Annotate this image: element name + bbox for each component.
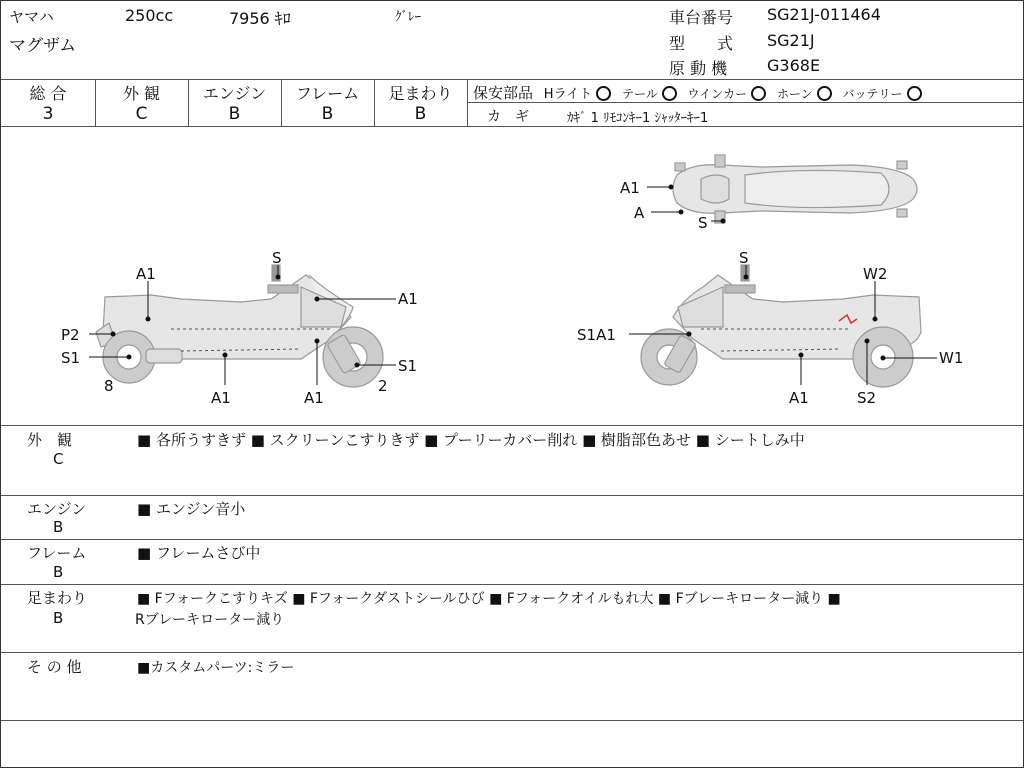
engine-label: 原 動 機	[669, 59, 728, 78]
grade-exterior-label: 外 観	[122, 84, 161, 103]
displacement: 250cc	[125, 6, 174, 25]
check-circle-icon	[596, 86, 611, 101]
section-frame-grade: B	[53, 563, 64, 581]
grade-overall-label: 総 合	[29, 84, 67, 103]
model-name: マグザム	[9, 36, 77, 56]
scooter-right-view	[641, 265, 921, 387]
label-a1-bottom-1: A1	[211, 389, 231, 407]
label-s1a1: S1A1	[577, 326, 616, 344]
type-label: 型 式	[669, 34, 734, 53]
engine-value: G368E	[767, 56, 821, 75]
frame-number-label: 車台番号	[669, 8, 734, 27]
label-a1-right: A1	[398, 290, 418, 308]
label-a1-bottom-2: A1	[304, 389, 324, 407]
label-a1-bottom-right: A1	[789, 389, 809, 407]
safety-item-headlight: Hライト	[543, 87, 593, 102]
mileage: 7956 ｷﾛ	[229, 9, 291, 28]
section-suspension-text-2: Rブレーキローター減り	[135, 612, 285, 628]
label-w1: W1	[939, 349, 964, 367]
grade-engine-value: B	[228, 104, 241, 124]
grade-suspension-label: 足まわり	[388, 84, 453, 103]
color: ｸﾞﾚｰ	[395, 10, 421, 25]
label-s1-right: S1	[398, 357, 418, 375]
check-circle-icon	[751, 86, 766, 101]
label-a1-top: A1	[136, 265, 156, 283]
section-engine-label: エンジン	[27, 500, 87, 518]
frame-number: SG21J-011464	[767, 5, 881, 24]
section-other-text: ■カスタムパーツ:ミラー	[137, 660, 295, 676]
check-circle-icon	[662, 86, 677, 101]
grade-frame-value: B	[321, 104, 334, 124]
section-other-label: そ の 他	[27, 658, 82, 676]
section-frame-label: フレーム	[27, 544, 87, 562]
grade-overall-value: 3	[42, 104, 54, 124]
safety-item-winker: ウインカー	[687, 87, 748, 101]
safety-parts	[473, 82, 928, 103]
label-s-top: S	[272, 249, 282, 267]
section-frame-text: ■ フレームさび中	[137, 544, 261, 562]
section-engine-text: ■ エンジン音小	[137, 500, 246, 518]
grade-exterior-value: C	[135, 104, 148, 124]
key-label: カ ギ	[487, 109, 529, 125]
label-2: 2	[378, 377, 388, 395]
grade-suspension-value: B	[414, 104, 427, 124]
section-exterior-text: ■ 各所うすきず ■ スクリーンこすりきず ■ プーリーカバー削れ ■ 樹脂部色あせ ■ シートしみ中	[137, 431, 805, 449]
section-suspension-text: ■ Fフォークこすりキズ ■ Fフォークダストシールひび ■ Fフォークオイルもれ大 ■ Fブレーキローター減り ■	[137, 591, 841, 607]
type-value: SG21J	[767, 31, 815, 50]
scooter-left-view	[96, 265, 383, 387]
grade-frame-label: フレーム	[295, 84, 360, 103]
safety-label: 保安部品	[473, 84, 534, 102]
grade-engine-label: エンジン	[202, 84, 267, 103]
safety-item-battery: バッテリー	[842, 87, 903, 101]
section-suspension-grade: B	[53, 609, 64, 627]
section-exterior-grade: C	[53, 450, 64, 468]
label-top-a: A	[634, 204, 645, 222]
section-exterior-label: 外 観	[27, 431, 73, 449]
maker: ヤマハ	[9, 8, 54, 26]
label-s-top-right: S	[739, 249, 749, 267]
key-value: ｶｷﾞ 1 ﾘﾓｺﾝｷｰ1 ｼｬｯﾀｰｷｰ1	[567, 111, 709, 126]
check-circle-icon	[817, 86, 832, 101]
damage-diagram	[1, 127, 1023, 425]
label-p2: P2	[61, 326, 80, 344]
label-w2: W2	[863, 265, 888, 283]
label-s1-left: S1	[61, 349, 81, 367]
safety-item-tail: テール	[621, 87, 658, 101]
label-top-a1: A1	[620, 179, 640, 197]
label-s2: S2	[857, 389, 877, 407]
section-engine-grade: B	[53, 518, 64, 536]
label-top-s: S	[698, 214, 708, 232]
safety-item-horn: ホーン	[776, 87, 813, 101]
section-suspension-label: 足まわり	[27, 589, 88, 607]
check-circle-icon	[907, 86, 922, 101]
scooter-top-view	[673, 155, 917, 223]
label-8: 8	[104, 377, 114, 395]
